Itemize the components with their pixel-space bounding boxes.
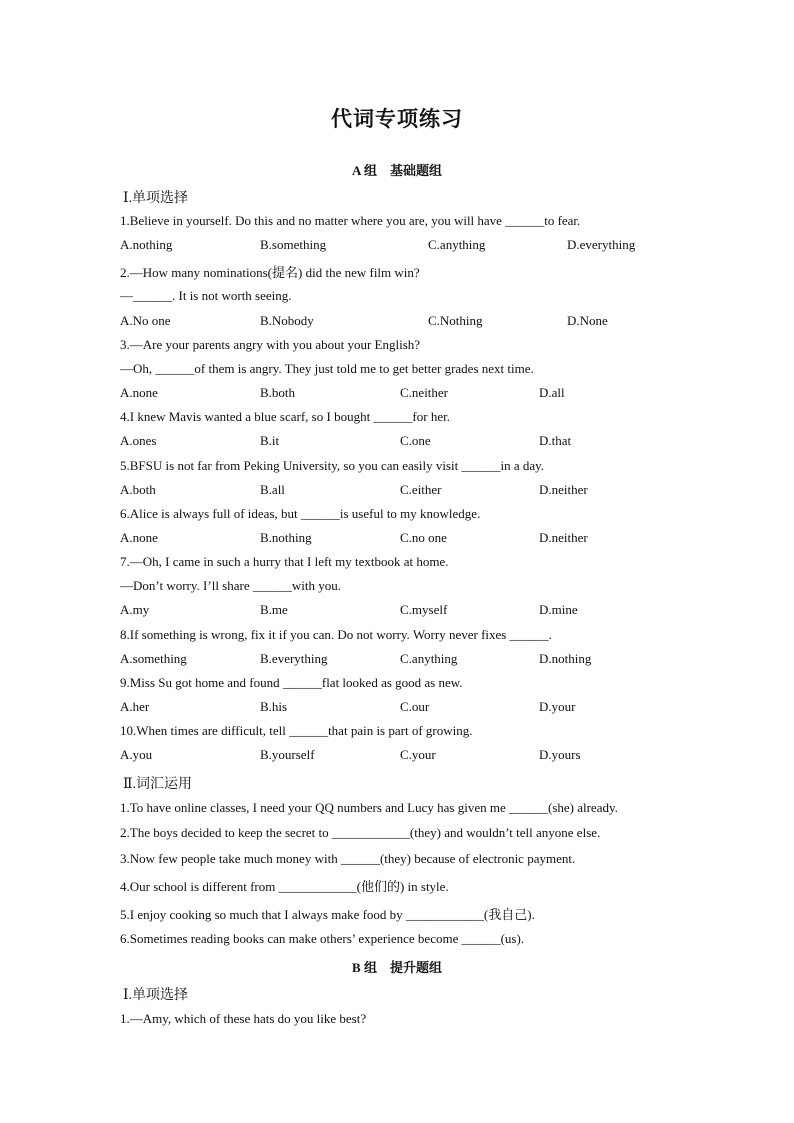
- option-d: D.neither: [539, 530, 588, 545]
- option-d: D.all: [539, 385, 565, 400]
- option-c: C.Nothing: [428, 313, 483, 328]
- option-a: A.nothing: [120, 237, 173, 252]
- question-line: 1.Believe in yourself. Do this and no matter where you are, you will have ______to fear.: [120, 213, 581, 228]
- option-a: A.you: [120, 747, 153, 762]
- option-a: A.No one: [120, 313, 171, 328]
- option-d: D.mine: [539, 602, 578, 617]
- vocab-item: 2.The boys decided to keep the secret to ____________(they) and wouldn’t tell anyone else.: [120, 825, 601, 840]
- option-b: B.both: [260, 385, 296, 400]
- vocab-item: 5.I enjoy cooking so much that I always make food by ____________(我自己).: [120, 907, 535, 922]
- group-a-title: A 组 基础题组: [352, 163, 442, 178]
- option-d: D.that: [539, 433, 572, 448]
- option-c: C.your: [400, 747, 436, 762]
- option-b: B.Nobody: [260, 313, 314, 328]
- question-line: 6.Alice is always full of ideas, but ______is useful to my knowledge.: [120, 506, 481, 521]
- option-c: C.no one: [400, 530, 447, 545]
- question-line: 9.Miss Su got home and found ______flat looked as good as new.: [120, 675, 463, 690]
- option-c: C.myself: [400, 602, 448, 617]
- option-b: B.all: [260, 482, 285, 497]
- option-d: D.None: [567, 313, 608, 328]
- question-line: 1.—Amy, which of these hats do you like best?: [120, 1011, 367, 1026]
- option-c: C.our: [400, 699, 430, 714]
- option-b: B.nothing: [260, 530, 312, 545]
- option-a: A.none: [120, 530, 158, 545]
- option-c: C.one: [400, 433, 431, 448]
- question-line: 4.I knew Mavis wanted a blue scarf, so I bought ______for her.: [120, 409, 450, 424]
- group-b-title: B 组 提升题组: [352, 960, 442, 975]
- option-b: B.something: [260, 237, 327, 252]
- option-a: A.her: [120, 699, 150, 714]
- option-d: D.yours: [539, 747, 581, 762]
- option-a: A.none: [120, 385, 158, 400]
- option-d: D.nothing: [539, 651, 592, 666]
- vocab-item: 3.Now few people take much money with ______(they) because of electronic payment.: [120, 851, 576, 866]
- question-line: 2.—How many nominations(提名) did the new film win?: [120, 265, 420, 280]
- option-b: B.his: [260, 699, 288, 714]
- option-d: D.everything: [567, 237, 636, 252]
- option-b: B.it: [260, 433, 280, 448]
- option-b: B.yourself: [260, 747, 315, 762]
- group-b-section1-title: Ⅰ.单项选择: [123, 988, 189, 1003]
- question-line: 10.When times are difficult, tell ______that pain is part of growing.: [120, 723, 473, 738]
- option-c: C.anything: [428, 237, 486, 252]
- option-c: C.either: [400, 482, 442, 497]
- question-line: —______. It is not worth seeing.: [120, 288, 292, 303]
- question-line: —Don’t worry. I’ll share ______with you.: [120, 578, 341, 593]
- question-line: 8.If something is wrong, fix it if you can. Do not worry. Worry never fixes ______.: [120, 627, 552, 642]
- page-title: 代词专项练习: [331, 107, 463, 131]
- question-line: 5.BFSU is not far from Peking University, so you can easily visit ______in a day.: [120, 458, 545, 473]
- option-c: C.anything: [400, 651, 458, 666]
- option-d: D.neither: [539, 482, 588, 497]
- question-line: 3.—Are your parents angry with you about your English?: [120, 337, 421, 352]
- option-c: C.neither: [400, 385, 449, 400]
- question-line: —Oh, ______of them is angry. They just told me to get better grades next time.: [120, 361, 534, 376]
- vocab-item: 1.To have online classes, I need your QQ numbers and Lucy has given me ______(she) already.: [120, 800, 618, 815]
- vocab-item: 4.Our school is different from ____________(他们的) in style.: [120, 879, 449, 894]
- option-a: A.ones: [120, 433, 157, 448]
- group-a-section2-title: Ⅱ.词汇运用: [123, 777, 193, 792]
- option-b: B.everything: [260, 651, 328, 666]
- option-a: A.both: [120, 482, 156, 497]
- group-a-section1-title: Ⅰ.单项选择: [123, 191, 189, 206]
- option-a: A.my: [120, 602, 150, 617]
- question-line: 7.—Oh, I came in such a hurry that I left my textbook at home.: [120, 554, 449, 569]
- option-d: D.your: [539, 699, 576, 714]
- option-b: B.me: [260, 602, 288, 617]
- option-a: A.something: [120, 651, 187, 666]
- vocab-item: 6.Sometimes reading books can make others’ experience become ______(us).: [120, 931, 525, 946]
